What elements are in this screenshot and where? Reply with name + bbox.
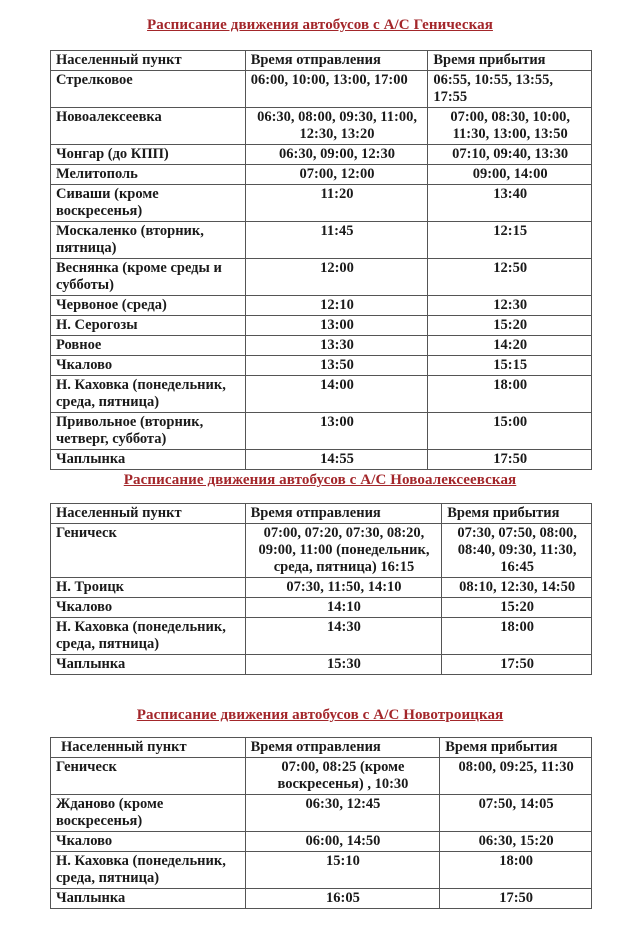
place-cell: Чкалово (51, 598, 246, 618)
arrive-cell: 17:50 (442, 655, 592, 675)
depart-cell: 13:00 (245, 413, 428, 450)
depart-cell: 14:55 (245, 450, 428, 470)
arrive-cell: 18:00 (428, 376, 592, 413)
table-row (51, 889, 592, 909)
place-cell: Стрелковое (51, 71, 246, 108)
place-cell: Чаплынка (51, 655, 246, 675)
table-row (51, 450, 592, 470)
place-cell: Чонгар (до КПП) (51, 145, 246, 165)
place-cell: Н. Троицк (51, 578, 246, 598)
place-cell: Новоалексеевка (51, 108, 246, 145)
place-cell: Ровное (51, 336, 246, 356)
arrive-cell: 06:30, 15:20 (440, 832, 592, 852)
depart-cell: 06:00, 14:50 (245, 832, 440, 852)
arrive-cell: 17:50 (428, 450, 592, 470)
depart-cell: 12:10 (245, 296, 428, 316)
place-cell: Геническ (51, 524, 246, 578)
arrive-cell: 07:00, 08:30, 10:00, 11:30, 13:00, 13:50 (428, 108, 592, 145)
table-row (51, 618, 592, 655)
arrive-cell: 14:20 (428, 336, 592, 356)
schedule-table-novoalekseevskaya (50, 503, 592, 675)
table-row (51, 795, 592, 832)
depart-cell: 06:30, 09:00, 12:30 (245, 145, 428, 165)
depart-cell: 13:50 (245, 356, 428, 376)
depart-cell: 11:20 (245, 185, 428, 222)
column-header-depart: Время отправления (245, 51, 428, 71)
column-header-place: Населенный пункт (51, 51, 246, 71)
depart-cell: 13:00 (245, 316, 428, 336)
place-cell: Чкалово (51, 356, 246, 376)
place-cell: Чкалово (51, 832, 246, 852)
depart-cell: 15:10 (245, 852, 440, 889)
place-cell: Н. Каховка (понедельник, среда, пятница) (51, 376, 246, 413)
arrive-cell: 08:00, 09:25, 11:30 (440, 758, 592, 795)
table-row (51, 222, 592, 259)
place-cell: Чаплынка (51, 889, 246, 909)
arrive-cell: 07:50, 14:05 (440, 795, 592, 832)
table-header-row (51, 51, 592, 71)
column-header-depart: Время отправления (245, 738, 440, 758)
place-cell: Привольное (вторник, четверг, суббота) (51, 413, 246, 450)
place-cell: Жданово (кроме воскресенья) (51, 795, 246, 832)
table-row (51, 185, 592, 222)
table-row (51, 71, 592, 108)
depart-cell: 06:30, 12:45 (245, 795, 440, 832)
depart-cell: 07:30, 11:50, 14:10 (245, 578, 442, 598)
depart-cell: 06:30, 08:00, 09:30, 11:00, 12:30, 13:20 (245, 108, 428, 145)
table-row (51, 259, 592, 296)
depart-cell: 12:00 (245, 259, 428, 296)
table-row (51, 413, 592, 450)
depart-cell: 14:00 (245, 376, 428, 413)
table-row (51, 336, 592, 356)
arrive-cell: 15:20 (442, 598, 592, 618)
place-cell: Н. Серогозы (51, 316, 246, 336)
column-header-arrive: Время прибытия (442, 504, 592, 524)
table-row (51, 108, 592, 145)
arrive-cell: 09:00, 14:00 (428, 165, 592, 185)
place-cell: Сиваши (кроме воскресенья) (51, 185, 246, 222)
table-row (51, 165, 592, 185)
depart-cell: 16:05 (245, 889, 440, 909)
arrive-cell: 12:15 (428, 222, 592, 259)
arrive-cell: 08:10, 12:30, 14:50 (442, 578, 592, 598)
table-row (51, 832, 592, 852)
depart-cell: 06:00, 10:00, 13:00, 17:00 (245, 71, 428, 108)
depart-cell: 15:30 (245, 655, 442, 675)
schedule-table-genicheskaya (50, 50, 592, 470)
column-header-place: Населенный пункт (51, 504, 246, 524)
place-cell: Геническ (51, 758, 246, 795)
depart-cell: 07:00, 12:00 (245, 165, 428, 185)
depart-cell: 07:00, 08:25 (кроме воскресенья) , 10:30 (245, 758, 440, 795)
section-title-novotroitskaya: Расписание движения автобусов с А/С Новотроицкая (136, 707, 504, 723)
table-row (51, 758, 592, 795)
arrive-cell: 17:50 (440, 889, 592, 909)
place-cell: Веснянка (кроме среды и субботы) (51, 259, 246, 296)
arrive-cell: 12:30 (428, 296, 592, 316)
arrive-cell: 07:30, 07:50, 08:00, 08:40, 09:30, 11:30, 16:45 (442, 524, 592, 578)
column-header-depart: Время отправления (245, 504, 442, 524)
table-row (51, 356, 592, 376)
arrive-cell: 18:00 (442, 618, 592, 655)
arrive-cell: 15:00 (428, 413, 592, 450)
table-row (51, 145, 592, 165)
depart-cell: 13:30 (245, 336, 428, 356)
arrive-cell: 15:20 (428, 316, 592, 336)
depart-cell: 07:00, 07:20, 07:30, 08:20, 09:00, 11:00 (понедельник, среда, пятница) 16:15 (245, 524, 442, 578)
section-title-novoalekseevskaya: Расписание движения автобусов с А/С Новоалексеевская (123, 472, 517, 488)
place-cell: Чаплынка (51, 450, 246, 470)
place-cell: Н. Каховка (понедельник, среда, пятница) (51, 852, 246, 889)
table-row (51, 598, 592, 618)
column-header-place: Населенный пункт (51, 738, 246, 758)
column-header-arrive: Время прибытия (440, 738, 592, 758)
table-row (51, 316, 592, 336)
table-header-row (51, 738, 592, 758)
table-row (51, 296, 592, 316)
depart-cell: 14:30 (245, 618, 442, 655)
schedule-table-novotroitskaya (50, 737, 592, 909)
arrive-cell: 18:00 (440, 852, 592, 889)
arrive-cell: 13:40 (428, 185, 592, 222)
table-row (51, 655, 592, 675)
column-header-arrive: Время прибытия (428, 51, 592, 71)
table-row (51, 578, 592, 598)
depart-cell: 11:45 (245, 222, 428, 259)
table-row (51, 524, 592, 578)
depart-cell: 14:10 (245, 598, 442, 618)
arrive-cell: 06:55, 10:55, 13:55, 17:55 (428, 71, 592, 108)
arrive-cell: 15:15 (428, 356, 592, 376)
table-row (51, 852, 592, 889)
arrive-cell: 07:10, 09:40, 13:30 (428, 145, 592, 165)
place-cell: Мелитополь (51, 165, 246, 185)
place-cell: Москаленко (вторник, пятница) (51, 222, 246, 259)
place-cell: Н. Каховка (понедельник, среда, пятница) (51, 618, 246, 655)
section-title-genicheskaya: Расписание движения автобусов с А/С Геническая (147, 17, 493, 33)
place-cell: Червоное (среда) (51, 296, 246, 316)
table-header-row (51, 504, 592, 524)
table-row (51, 376, 592, 413)
arrive-cell: 12:50 (428, 259, 592, 296)
